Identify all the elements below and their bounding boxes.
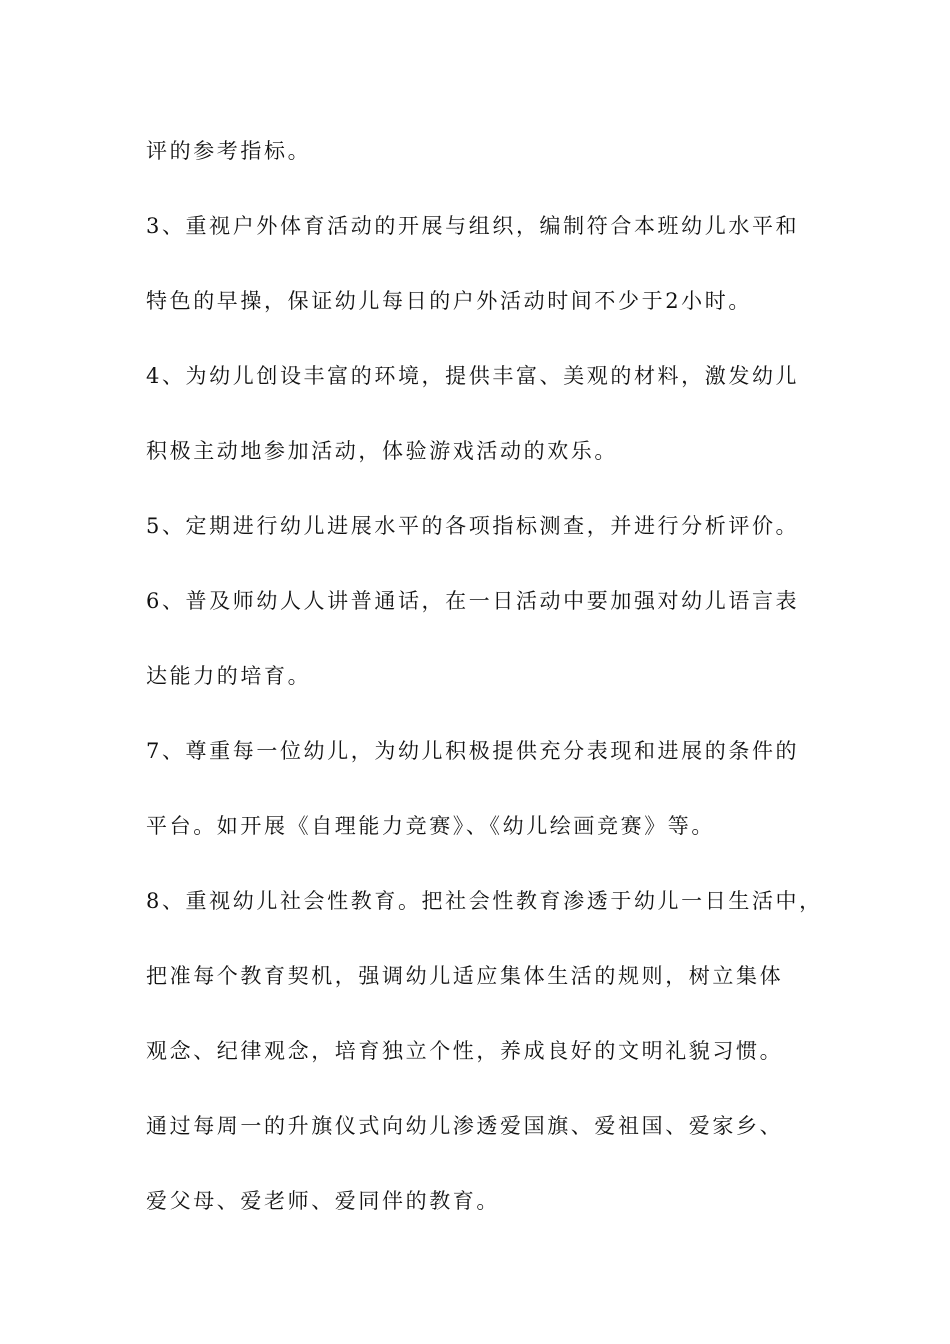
text-line: 达能力的培育。: [146, 664, 312, 688]
text-line: 通过每周一的升旗仪式向幼儿渗透爱国旗、爱祖国、爱家乡、: [146, 1114, 784, 1138]
text-line: 评的参考指标。: [146, 139, 312, 163]
text-line: 把准每个教育契机，强调幼儿适应集体生活的规则，树立集体: [146, 964, 784, 988]
text-line: 特色的早操，保证幼儿每日的户外活动时间不少于2小时。: [146, 289, 752, 313]
text-line: 7、尊重每一位幼儿，为幼儿积极提供充分表现和进展的条件的: [146, 739, 800, 763]
text-line: 观念、纪律观念，培育独立个性，养成良好的文明礼貌习惯。: [146, 1039, 784, 1063]
text-line: 平台。如开展《自理能力竞赛》、《幼儿绘画竞赛》等。: [146, 814, 715, 838]
text-line: 积极主动地参加活动，体验游戏活动的欢乐。: [146, 439, 618, 463]
text-line: 3、重视户外体育活动的开展与组织，编制符合本班幼儿水平和: [146, 214, 800, 238]
text-line: 8、重视幼儿社会性教育。把社会性教育渗透于幼儿一日生活中，: [146, 889, 823, 913]
text-line: 4、为幼儿创设丰富的环境，提供丰富、美观的材料，激发幼儿: [146, 364, 800, 388]
text-line: 爱父母、爱老师、爱同伴的教育。: [146, 1189, 500, 1213]
text-line: 5、定期进行幼儿进展水平的各项指标测查，并进行分析评价。: [146, 514, 800, 538]
text-line: 6、普及师幼人人讲普通话，在一日活动中要加强对幼儿语言表: [146, 589, 800, 613]
